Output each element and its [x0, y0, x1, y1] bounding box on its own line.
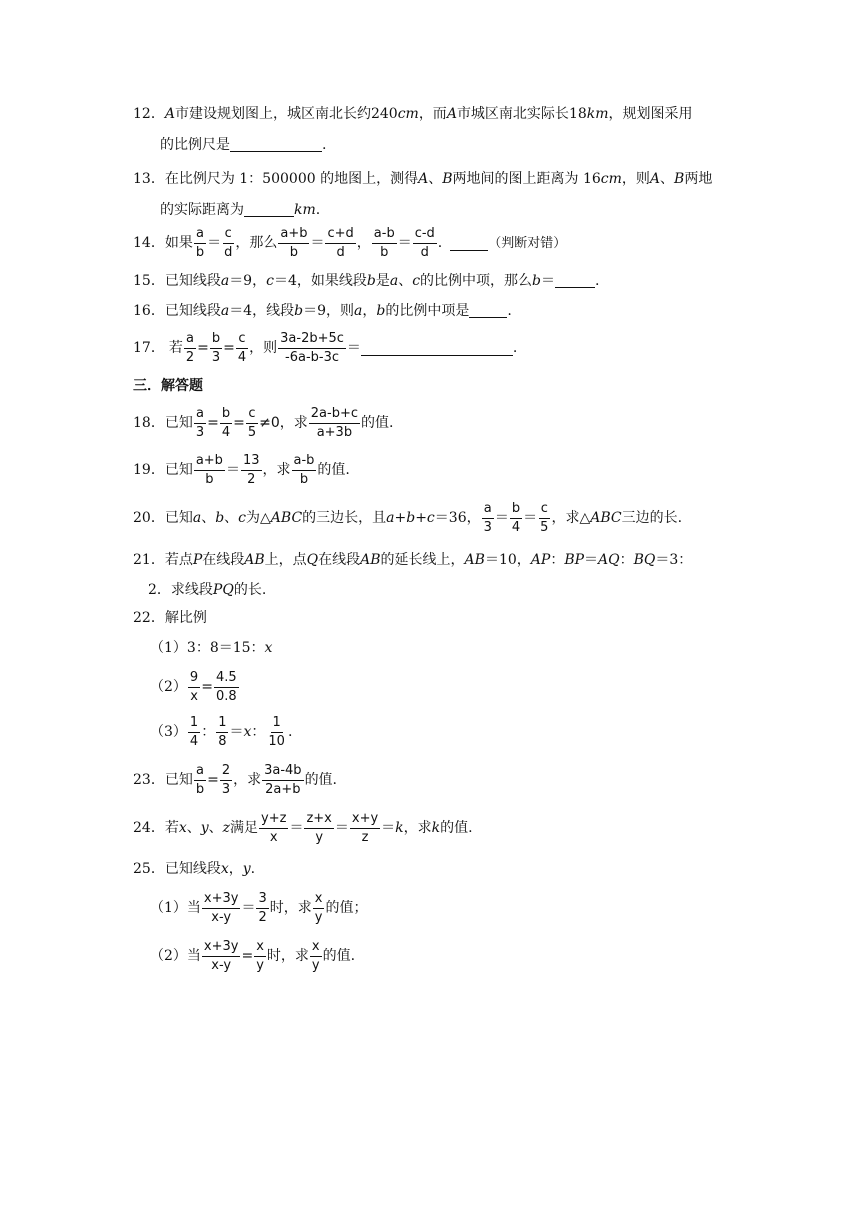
fraction: $\frac{a-b}{b}$ — [293, 453, 315, 487]
fraction: $\frac{4.5}{0.8}$ — [215, 670, 237, 704]
fraction: $\frac{c-d}{d}$ — [414, 226, 435, 260]
fraction: $\frac{b}{4}$ — [511, 501, 521, 535]
answer-blank[interactable] — [244, 202, 294, 217]
fraction: $\frac{a-b}{b}$ — [373, 226, 395, 260]
question-17: 17． 若 $\frac{a}{2}$ = $\frac{b}{3}$ = $\frac{c}{4}$ ，则 $\frac{3a-2b+5c}{-6a-b-3c}$ ＝ . — [133, 331, 518, 365]
question-12-line-2: 的比例尺是 . — [160, 136, 327, 153]
fraction: $\frac{3a-2b+5c}{-6a-b-3c}$ — [280, 331, 344, 365]
fraction: $\frac{1}{8}$ — [218, 715, 227, 749]
fraction: $\frac{c}{5}$ — [540, 501, 549, 535]
question-12-line-1: 12． A 市建设规划图上，城区南北长约 240 cm ，而 A 市城区南北实际长 18 km ，规划图采用 — [133, 106, 693, 122]
fraction: $\frac{x+3y}{x-y}$ — [203, 939, 239, 973]
fraction: $\frac{x}{y}$ — [256, 939, 264, 973]
question-25-part-1: （1）当 $\frac{x+3y}{x-y}$ ＝ $\frac{3}{2}$ 时，求 $\frac{x}{y}$ 的值； — [150, 891, 368, 925]
fraction: $\frac{x+3y}{x-y}$ — [203, 891, 239, 925]
fraction: $\frac{a}{2}$ — [185, 331, 195, 365]
fraction: $\frac{1}{10}$ — [268, 715, 285, 749]
question-22-part-2: （2） $\frac{9}{x}$ = $\frac{4.5}{0.8}$ — [150, 670, 237, 704]
question-25-part-2: （2）当 $\frac{x+3y}{x-y}$ = $\frac{x}{y}$ 时，求 $\frac{x}{y}$ 的值. — [150, 939, 356, 973]
fraction: $\frac{1}{4}$ — [189, 715, 199, 749]
section-heading: 三．解答题 — [133, 378, 203, 394]
answer-blank[interactable] — [555, 273, 595, 288]
fraction: $\frac{a}{b}$ — [195, 763, 205, 797]
question-24: 24． 若 x 、 y 、 z 满足 $\frac{y+z}{x}$ ＝ $\frac{z+x}{y}$ ＝ $\frac{x+y}{z}$ ＝ k ，求 k 的值. — [133, 811, 473, 845]
fraction: $\frac{c}{4}$ — [237, 331, 247, 365]
fraction: $\frac{9}{x}$ — [189, 670, 199, 704]
fraction: $\frac{13}{2}$ — [242, 453, 260, 487]
fraction: $\frac{2a-b+c}{a+3b}$ — [310, 406, 359, 440]
question-20: 20． 已知 a 、 b 、 c 为△ ABC 的三边长，且 a+b+c ＝36， $\frac{a}{3}$ ＝ $\frac{b}{4}$ ＝ $\frac{c}{5}$ ，求△ ABC 三边的长. — [133, 501, 683, 535]
fraction: $\frac{2}{3}$ — [221, 763, 231, 797]
fraction: $\frac{c}{5}$ — [247, 406, 257, 440]
question-14: 14． 如果 $\frac{a}{b}$ ＝ $\frac{c}{d}$ ，那么 $\frac{a+b}{b}$ ＝ $\frac{c+d}{d}$ ， $\frac{a-b}{b}$ ＝ $\frac{c-d}{d}$ . （判断对错） — [133, 226, 567, 260]
question-18: 18． 已知 $\frac{a}{3}$ = $\frac{b}{4}$ = $\frac{c}{5}$ ≠0 ，求 $\frac{2a-b+c}{a+3b}$ 的值. — [133, 406, 394, 440]
fraction: $\frac{x}{y}$ — [314, 891, 323, 925]
question-23: 23． 已知 $\frac{a}{b}$ = $\frac{2}{3}$ ，求 $\frac{3a-4b}{2a+b}$ 的值. — [133, 763, 338, 797]
fraction: $\frac{c+d}{d}$ — [327, 226, 354, 260]
question-13-line-2: 的实际距离为 km . — [160, 201, 321, 218]
fraction: $\frac{3a-4b}{2a+b}$ — [264, 763, 302, 797]
question-22-part-3: （3） $\frac{1}{4}$ ： $\frac{1}{8}$ ＝ x ： $\frac{1}{10}$ . — [150, 715, 293, 749]
fraction: $\frac{a}{3}$ — [483, 501, 492, 535]
fraction: $\frac{a+b}{b}$ — [280, 226, 308, 260]
fraction: $\frac{x+y}{z}$ — [351, 811, 379, 845]
question-21-line-1: 21． 若点 P 在线段 AB 上，点 Q 在线段 AB 的延长线上， AB ＝10， AP ： BP ＝ AQ ： BQ ＝3： — [133, 552, 693, 568]
fraction: $\frac{3}{2}$ — [258, 891, 267, 925]
answer-blank[interactable] — [450, 236, 488, 251]
question-22: 22． 解比例 — [133, 610, 207, 626]
question-25: 25． 已知线段 x ， y . — [133, 861, 256, 877]
question-16: 16． 已知线段 a ＝4，线段 b ＝9，则 a ， b 的比例中项是 . — [133, 302, 512, 319]
fraction: $\frac{b}{3}$ — [211, 331, 221, 365]
fraction: $\frac{z+x}{y}$ — [306, 811, 332, 845]
fraction: $\frac{a}{3}$ — [195, 406, 205, 440]
question-22-part-1: （1）3：8＝15： x — [150, 640, 273, 656]
answer-blank[interactable] — [230, 137, 322, 152]
fraction: $\frac{b}{4}$ — [221, 406, 231, 440]
fraction: $\frac{x}{y}$ — [311, 939, 320, 973]
question-19: 19． 已知 $\frac{a+b}{b}$ ＝ $\frac{13}{2}$ ，求 $\frac{a-b}{b}$ 的值. — [133, 453, 350, 487]
fraction: $\frac{c}{d}$ — [224, 226, 233, 260]
question-13-line-1: 13． 在比例尺为 1：500000 的地图上，测得 A 、 B 两地间的图上距离为 16 cm ，则 A 、 B 两地 — [133, 171, 713, 187]
question-21-line-2: 2．求线段 PQ 的长. — [148, 582, 267, 598]
fraction: $\frac{a+b}{b}$ — [195, 453, 223, 487]
fraction: $\frac{a}{b}$ — [195, 226, 205, 260]
answer-blank[interactable] — [361, 341, 513, 356]
answer-blank[interactable] — [469, 303, 507, 318]
question-15: 15． 已知线段 a ＝9， c ＝4，如果线段 b 是 a 、 c 的比例中项，那么 b ＝ . — [133, 272, 600, 289]
fraction: $\frac{y+z}{x}$ — [261, 811, 287, 845]
